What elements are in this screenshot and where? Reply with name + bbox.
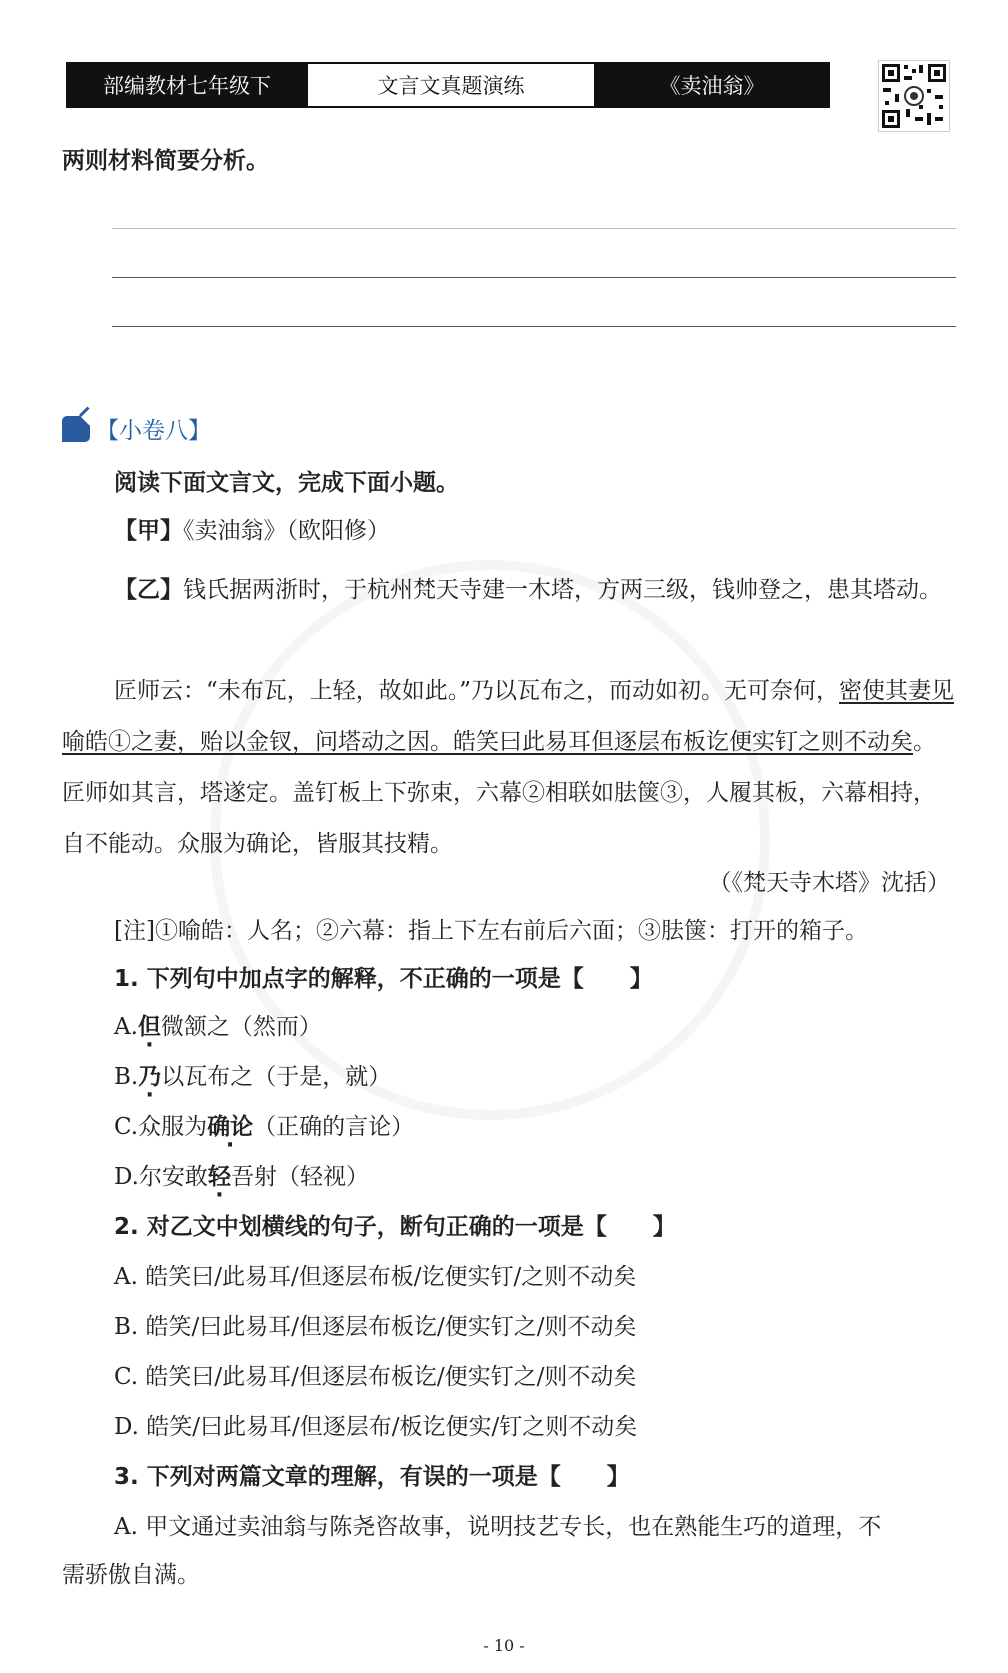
question-2-option-d: D. 皓笑/曰此易耳/但逐层布/板讫便实/钉之则不动矣 xyxy=(114,1414,638,1440)
option-text: 微颔之（然而） xyxy=(160,1014,322,1040)
notes xyxy=(62,918,958,946)
question-2-option-a: A. 皓笑曰/此易耳/但逐层布板/讫便实钉/之则不动矣 xyxy=(114,1264,637,1290)
passage-yi-tag: 【乙】 xyxy=(114,577,183,603)
option-text: 尔安敢 xyxy=(138,1164,208,1190)
passage-yi-p2 xyxy=(62,666,958,870)
dotted-char: 确论 xyxy=(207,1114,254,1140)
underlined-sentence-1: 密使其妻见喻皓①之妻，贻以金钗，问塔动之因。 xyxy=(62,678,955,755)
section-title-text: 【小卷八】 xyxy=(96,418,211,444)
option-letter: A. xyxy=(114,1014,138,1040)
header-textbook: 部编教材七年级下 xyxy=(68,64,306,106)
section-title xyxy=(62,412,211,445)
question-2-option-c: C. 皓笑曰/此易耳/但逐层布板讫/便实钉之/则不动矣 xyxy=(114,1364,637,1390)
answer-line-1 xyxy=(112,228,956,229)
passage-yi-text-1: 钱氏据两浙时，于杭州梵天寺建一木塔，方两三级，钱帅登之，患其塔动。 xyxy=(183,577,942,603)
underlined-sentence-2: 皓笑曰此易耳但逐层布板讫便实钉之则不动矣 xyxy=(453,729,913,755)
notes-tag: [注] xyxy=(114,918,155,944)
option-text: 吾射（轻视） xyxy=(230,1164,369,1190)
question-3-option-a-line2: 需骄傲自满。 xyxy=(62,1562,200,1588)
passage-jia-tag: 【甲】 xyxy=(114,518,183,544)
option-text: （正确的言论） xyxy=(253,1114,415,1140)
dotted-char: 乃 xyxy=(138,1064,162,1090)
question-3-stem: 3. 下列对两篇文章的理解，有误的一项是【 】 xyxy=(114,1464,630,1490)
option-letter: C. xyxy=(114,1114,139,1140)
question-1-option-d xyxy=(62,1164,958,1192)
question-1-stem: 1. 下列句中加点字的解释，不正确的一项是【 】 xyxy=(114,966,653,992)
instruction: 阅读下面文言文，完成下面小题。 xyxy=(114,470,459,496)
passage-jia-title: 《卖油翁》（欧阳修） xyxy=(183,518,390,544)
notes-text: ①喻皓：人名；②六幕：指上下左右前后六面；③胠箧：打开的箱子。 xyxy=(154,918,868,944)
dotted-char: 轻 xyxy=(207,1164,231,1190)
chat-bubble-icon xyxy=(62,416,90,442)
passage-jia xyxy=(62,518,958,546)
question-2-option-b: B. 皓笑/曰此易耳/但逐层布板讫/便实钉之/则不动矣 xyxy=(114,1314,637,1340)
answer-line-3 xyxy=(112,326,956,327)
answer-line-2 xyxy=(112,277,956,278)
passage-yi-text-2a: 匠师云：“未布瓦，上轻，故如此。”乃以瓦布之，而动如初。无可奈何， xyxy=(114,678,840,704)
option-text: 众服为 xyxy=(138,1114,208,1140)
question-1-option-b xyxy=(62,1064,958,1092)
passage-yi-p1 xyxy=(62,565,958,616)
question-1-option-c xyxy=(62,1114,958,1142)
header-lesson: 《卖油翁》 xyxy=(596,64,828,106)
header-topic: 文言文真题演练 xyxy=(306,64,596,106)
page-number: - 10 - xyxy=(483,1636,525,1655)
question-1-option-a xyxy=(62,1014,958,1042)
question-2-stem: 2. 对乙文中划横线的句子，断句正确的一项是【 】 xyxy=(114,1214,676,1240)
passage-yi-text-2b: 。匠师如其言，塔遂定。盖钉板上下弥束，六幕②相联如胠箧③，人履其板，六幕相持，自不能动。众服为确论，皆服其技精。 xyxy=(62,729,936,857)
page-header xyxy=(66,62,830,108)
option-text: 以瓦布之（于是，就） xyxy=(161,1064,392,1090)
qr-code-icon xyxy=(878,60,950,132)
intro-line: 两则材料简要分析。 xyxy=(62,148,269,174)
passage-source: （《梵天寺木塔》沈括） xyxy=(708,870,950,896)
question-3-option-a-line1: A. 甲文通过卖油翁与陈尧咨故事，说明技艺专长，也在熟能生巧的道理，不 xyxy=(114,1514,882,1540)
option-letter: B. xyxy=(114,1064,139,1090)
option-letter: D. xyxy=(114,1164,139,1190)
dotted-char: 但 xyxy=(137,1014,161,1040)
